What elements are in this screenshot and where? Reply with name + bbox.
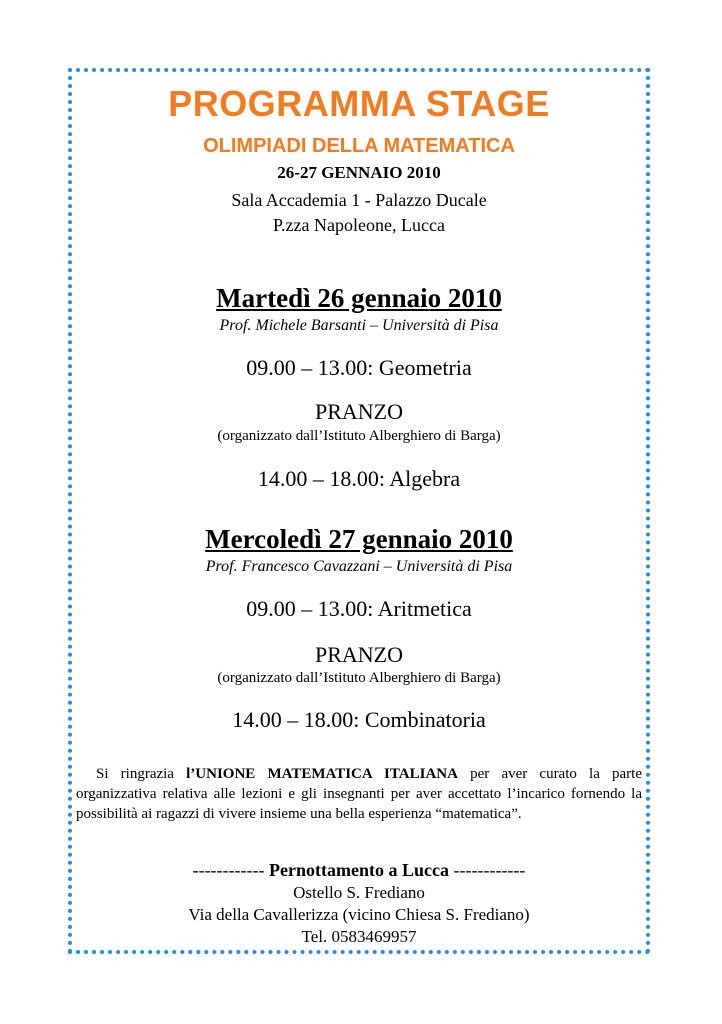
- day1-lunch-note: (organizzato dall’Istituto Alberghiero di Barga): [217, 428, 501, 444]
- dashes-left: ------------: [192, 860, 265, 880]
- page-subtitle: OLIMPIADI DELLA MATEMATICA: [203, 135, 515, 157]
- event-address: P.zza Napoleone, Lucca: [273, 215, 445, 235]
- accommodation-title: Pernottamento a Lucca: [269, 860, 449, 880]
- hostel-phone: Tel. 0583469957: [301, 927, 417, 946]
- event-venue: Sala Accademia 1 - Palazzo Ducale: [231, 190, 487, 210]
- thanks-organization: l’UNIONE MATEMATICA ITALIANA: [186, 766, 458, 782]
- dashes-right: ------------: [453, 860, 526, 880]
- page-title: PROGRAMMA STAGE: [168, 83, 550, 124]
- thanks-prefix: Si ringrazia: [96, 766, 187, 782]
- day1-heading: Martedì 26 gennaio 2010: [216, 283, 502, 313]
- day1-lunch: PRANZO: [314, 399, 403, 424]
- day2-afternoon-session: 14.00 – 18.00: Combinatoria: [232, 707, 486, 732]
- day2-professor: Prof. Francesco Cavazzani – Università di Pisa: [205, 558, 513, 575]
- day2-lunch: PRANZO: [314, 642, 403, 667]
- day1-morning-session: 09.00 – 13.00: Geometria: [246, 355, 472, 380]
- day2-morning-session: 09.00 – 13.00: Aritmetica: [246, 596, 472, 621]
- thanks-paragraph: [76, 764, 642, 824]
- day1-professor: Prof. Michele Barsanti – Università di Pisa: [219, 317, 499, 334]
- day1-afternoon-session: 14.00 – 18.00: Algebra: [257, 466, 461, 491]
- day2-lunch-note: (organizzato dall’Istituto Alberghiero di Barga): [217, 670, 501, 686]
- day2-heading: Mercoledì 27 gennaio 2010: [205, 524, 513, 554]
- accommodation-heading: [72, 858, 646, 882]
- thanks-suffix: per aver curato la parte organizzativa relativa alle lezioni e gli insegnanti per aver accettato l’incarico fornendo la possibilità ai ragazzi di vivere insieme una bella esperienza “matematica”.: [76, 766, 643, 822]
- hostel-name: Ostello S. Frediano: [293, 883, 425, 902]
- hostel-address: Via della Cavallerizza (vicino Chiesa S. Frediano): [188, 905, 530, 924]
- event-dates: 26-27 GENNAIO 2010: [277, 163, 441, 182]
